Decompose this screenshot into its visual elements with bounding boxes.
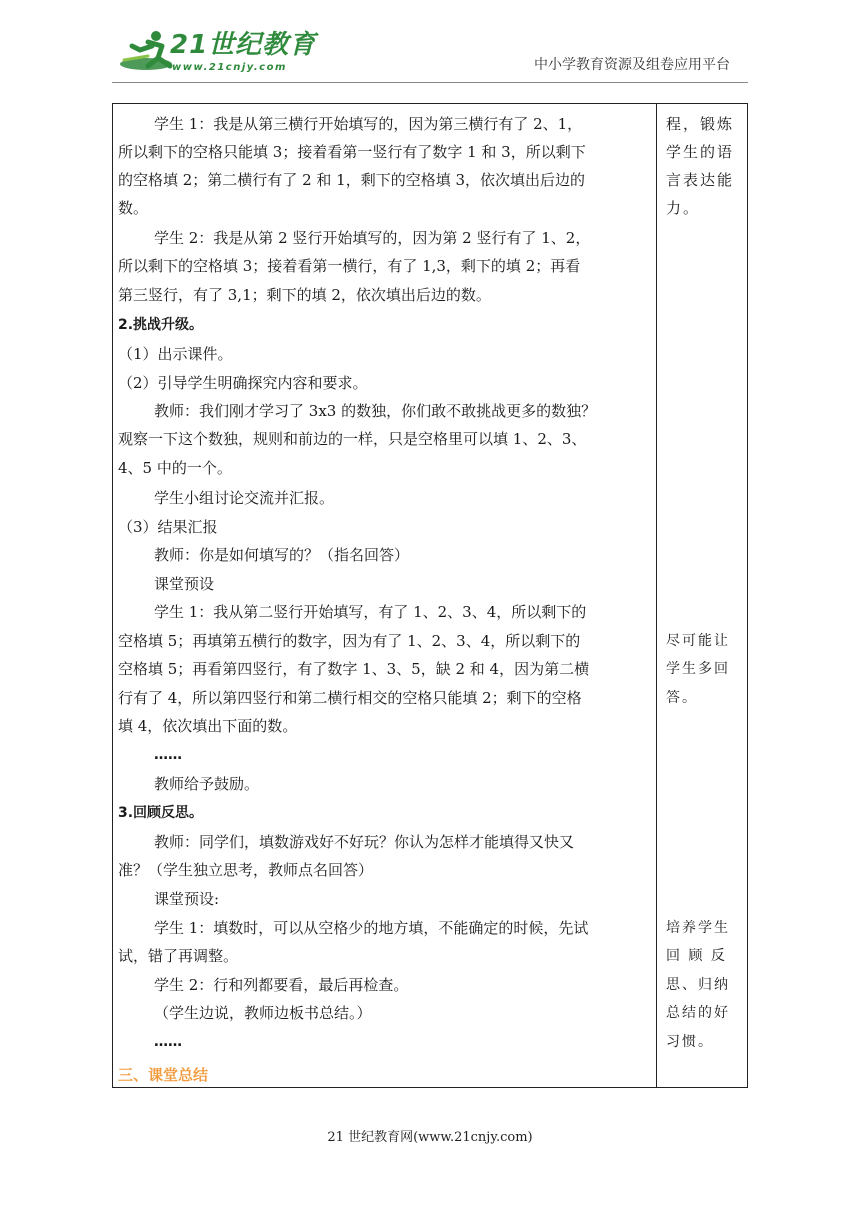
text-line: 试，错了再调整。 <box>118 947 239 965</box>
side-note-line: 程，锻炼 <box>666 115 735 133</box>
text-line: 的空格填 2；第二横行有了 2 和 1，剩下的空格填 3，依次填出后边的 <box>118 171 586 189</box>
text-line: （1）出示课件。 <box>118 345 233 363</box>
text-line: 填 4，依次填出下面的数。 <box>118 717 298 735</box>
text-line: 第三竖行，有了 3,1；剩下的填 2，依次填出后边的数。 <box>118 286 491 304</box>
text-line: 数。 <box>118 199 149 217</box>
section-heading: 3.回顾反思。 <box>118 805 204 821</box>
text-line: 所以剩下的空格只能填 3；接着看第一竖行有了数字 1 和 3，所以剩下 <box>118 143 586 161</box>
text-line: 课堂预设: <box>154 890 220 908</box>
text-line: 观察一下这个数独，规则和前边的一样，只是空格里可以填 1、2、3、 <box>118 430 587 448</box>
text-line: 学生小组讨论交流并汇报。 <box>154 489 335 507</box>
text-line: 教师：同学们，填数游戏好不好玩？你认为怎样才能填得又快又 <box>154 833 575 851</box>
page-header <box>0 0 860 95</box>
text-line: 教师：我们刚才学习了 3x3 的数独，你们敢不敢挑战更多的数独？ <box>154 402 597 420</box>
text-line: 课堂预设 <box>154 575 215 593</box>
side-note-line: 学生多回 <box>666 661 730 677</box>
side-note-line: 学生的语 <box>666 143 735 161</box>
header-divider <box>112 82 748 83</box>
text-line: 学生 1：我从第二竖行开始填写，有了 1、2、3、4，所以剩下的 <box>154 603 587 621</box>
side-note-line: 力。 <box>666 199 701 217</box>
text-line: 空格填 5；再填第五横行的数字，因为有了 1、2、3、4，所以剩下的 <box>118 632 581 650</box>
text-line: （3）结果汇报 <box>118 518 218 536</box>
text-line: 4、5 中的一个。 <box>118 459 232 477</box>
text-line: （学生边说，教师边板书总结。） <box>154 1004 372 1022</box>
text-line: 行有了 4，所以第四竖行和第二横行相交的空格只能填 2；剩下的空格 <box>118 689 582 707</box>
side-note-line: 培养学生 <box>666 920 730 936</box>
page-footer: 21 世纪教育网(www.21cnjy.com) <box>327 1130 533 1145</box>
ellipsis: …… <box>154 1034 182 1050</box>
text-line: 学生 1：我是从第三横行开始填写的，因为第三横行有了 2、1， <box>154 115 583 133</box>
text-line: 学生 2：我是从第 2 竖行开始填写的，因为第 2 竖行有了 1、2， <box>154 229 591 247</box>
logo-text: 21世纪教育 <box>170 30 317 60</box>
design-intent-cell <box>657 104 747 1087</box>
side-note-line: 答。 <box>666 690 698 706</box>
text-line: 学生 1：填数时，可以从空格少的地方填，不能确定的时候，先试 <box>154 919 589 937</box>
side-note-line: 言表达能 <box>666 171 735 189</box>
side-note-line: 思、归纳 <box>666 977 730 993</box>
platform-title: 中小学教育资源及组卷应用平台 <box>534 57 730 73</box>
side-note-line: 回 顾 反 <box>666 948 727 964</box>
section-title-summary: 三、课堂总结 <box>118 1066 209 1084</box>
text-line: 准？（学生独立思考，教师点名回答） <box>118 861 374 879</box>
section-heading: 2.挑战升级。 <box>118 317 204 333</box>
side-note-line: 尽可能让 <box>666 633 730 649</box>
lesson-table <box>112 103 748 1088</box>
text-line: 所以剩下的空格填 3；接着看第一横行，有了 1,3，剩下的填 2；再看 <box>118 257 581 275</box>
text-line: 教师给予鼓励。 <box>154 775 260 793</box>
text-line: 空格填 5；再看第四竖行，有了数字 1、3、5，缺 2 和 4，因为第二横 <box>118 660 590 678</box>
teaching-process-cell <box>113 104 656 1087</box>
logo-url: www.21cnjy.com <box>172 62 287 73</box>
text-line: （2）引导学生明确探究内容和要求。 <box>118 374 368 392</box>
side-note-line: 总结的好 <box>666 1005 730 1021</box>
text-line: 学生 2：行和列都要看，最后再检查。 <box>154 976 409 994</box>
text-line: 教师：你是如何填写的？（指名回答） <box>154 546 410 564</box>
ellipsis: …… <box>154 747 182 763</box>
side-note-line: 习惯。 <box>666 1034 714 1050</box>
